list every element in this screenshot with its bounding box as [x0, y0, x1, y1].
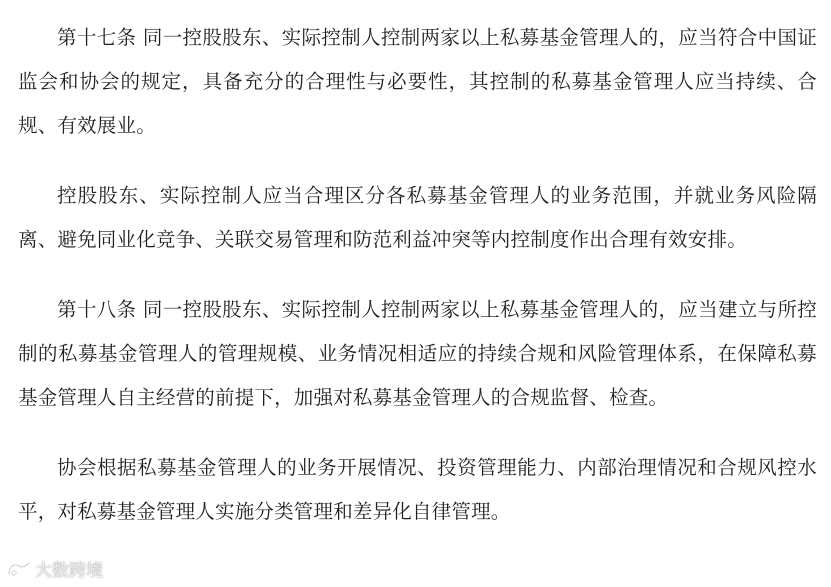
brand-logo-icon [6, 560, 32, 578]
paragraph-article-18: 第十八条 同一控股股东、实际控制人控制两家以上私募基金管理人的，应当建立与所控制的私募基金管理人的管理规模、业务情况相适应的持续合规和风险管理体系，在保障私募基金管理人自主经营的前提下，加强对私募基金管理人的合规监督、检查。 [18, 298, 817, 409]
watermark [6, 556, 103, 581]
paragraph-association-classification: 协会根据私募基金管理人的业务开展情况、投资管理能力、内部治理情况和合规风控水平，对私募基金管理人实施分类管理和差异化自律管理。 [18, 456, 817, 523]
paragraph-controller-arrangement: 控股股东、实际控制人应当合理区分各私募基金管理人的业务范围，并就业务风险隔离、避免同业化竞争、关联交易管理和防范利益冲突等内控制度作出合理有效安排。 [18, 184, 817, 251]
paragraph-article-17: 第十七条 同一控股股东、实际控制人控制两家以上私募基金管理人的，应当符合中国证监会和协会的规定，具备充分的合理性与必要性，其控制的私募基金管理人应当持续、合规、有效展业。 [18, 26, 817, 137]
watermark-text: 大数跨境 [35, 561, 103, 581]
